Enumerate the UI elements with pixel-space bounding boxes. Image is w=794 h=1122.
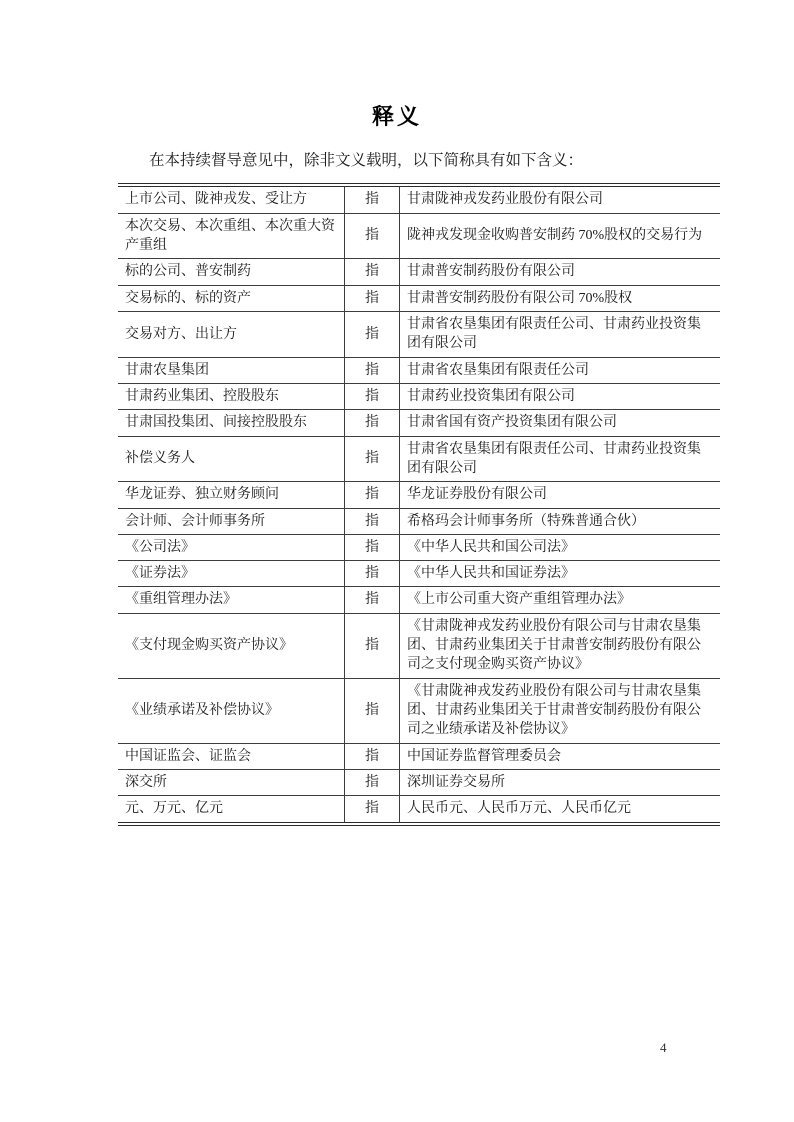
definition-cell: 甘肃普安制药股份有限公司 70%股权: [407, 290, 633, 306]
indicator-cell: 指: [345, 678, 400, 743]
table-row: [118, 743, 720, 769]
indicator-cell: 指: [345, 185, 400, 213]
table-row: [118, 383, 720, 409]
indicator-cell: 指: [345, 285, 400, 311]
indicator-cell: 指: [345, 743, 400, 769]
definition-cell: 甘肃省农垦集团有限责任公司: [407, 362, 589, 378]
table-row: [118, 213, 720, 259]
definition-cell: 深圳证券交易所: [407, 774, 505, 790]
term-cell: 补偿义务人: [118, 436, 345, 482]
indicator-cell: 指: [345, 410, 400, 436]
term-cell: 甘肃药业集团、控股股东: [118, 383, 345, 409]
definition-cell: 华龙证券股份有限公司: [407, 487, 547, 503]
term-cell: 华龙证券、独立财务顾问: [118, 482, 345, 508]
definition-cell: 甘肃省国有资产投资集团有限公司: [407, 415, 617, 431]
term-cell: 交易对方、出让方: [118, 312, 345, 358]
intro-paragraph: 在本持续督导意见中，除非文义载明，以下简称具有如下含义：: [149, 152, 584, 169]
indicator-cell: 指: [345, 796, 400, 824]
indicator-cell: 指: [345, 312, 400, 358]
term-cell: 标的公司、普安制药: [118, 259, 345, 285]
indicator-cell: 指: [345, 769, 400, 795]
definition-cell: 《甘肃陇神戎发药业股份有限公司与甘肃农垦集团、甘肃药业集团关于甘肃普安制药股份有限公司之业绩承诺及补偿协议》: [407, 683, 701, 738]
indicator-cell: 指: [345, 383, 400, 409]
table-row: [118, 357, 720, 383]
table-row: [118, 285, 720, 311]
definition-cell: 《上市公司重大资产重组管理办法》: [407, 592, 631, 608]
term-cell: 会计师、会计师事务所: [118, 508, 345, 534]
table-row: [118, 436, 720, 482]
table-row: [118, 678, 720, 743]
table-row: [118, 561, 720, 587]
term-cell: 深交所: [118, 769, 345, 795]
indicator-cell: 指: [345, 534, 400, 560]
definition-cell: 甘肃普安制药股份有限公司: [407, 264, 575, 280]
definition-cell: 中国证券监督管理委员会: [407, 748, 561, 764]
table-row: [118, 410, 720, 436]
term-cell: 《公司法》: [118, 534, 345, 560]
term-cell: 中国证监会、证监会: [118, 743, 345, 769]
definition-cell: 《甘肃陇神戎发药业股份有限公司与甘肃农垦集团、甘肃药业集团关于甘肃普安制药股份有限公司之支付现金购买资产协议》: [407, 618, 701, 673]
definition-cell: 《中华人民共和国证券法》: [407, 566, 575, 582]
term-cell: 甘肃国投集团、间接控股股东: [118, 410, 345, 436]
definition-cell: 人民币元、人民币万元、人民币亿元: [407, 801, 631, 817]
term-cell: 《支付现金购买资产协议》: [118, 613, 345, 678]
term-cell: 交易标的、标的资产: [118, 285, 345, 311]
term-cell: 《证券法》: [118, 561, 345, 587]
term-cell: 上市公司、陇神戎发、受让方: [118, 185, 345, 213]
indicator-cell: 指: [345, 436, 400, 482]
definition-cell: 甘肃陇神戎发药业股份有限公司: [407, 192, 603, 208]
table-row: [118, 185, 720, 213]
table-row: [118, 482, 720, 508]
indicator-cell: 指: [345, 508, 400, 534]
table-row: [118, 613, 720, 678]
indicator-cell: 指: [345, 561, 400, 587]
table-row: [118, 508, 720, 534]
term-cell: 本次交易、本次重组、本次重大资产重组: [118, 213, 345, 259]
indicator-cell: 指: [345, 613, 400, 678]
definition-cell: 《中华人民共和国公司法》: [407, 539, 575, 555]
definitions-table-body: [118, 185, 720, 823]
indicator-cell: 指: [345, 357, 400, 383]
definition-cell: 甘肃省农垦集团有限责任公司、甘肃药业投资集团有限公司: [407, 441, 701, 476]
indicator-cell: 指: [345, 259, 400, 285]
definition-cell: 陇神戎发现金收购普安制药 70%股权的交易行为: [407, 228, 703, 244]
table-row: [118, 796, 720, 824]
table-row: [118, 534, 720, 560]
term-cell: 《重组管理办法》: [118, 587, 345, 613]
table-row: [118, 769, 720, 795]
indicator-cell: 指: [345, 482, 400, 508]
indicator-cell: 指: [345, 587, 400, 613]
definition-cell: 希格玛会计师事务所（特殊普通合伙）: [407, 513, 645, 529]
definition-cell: 甘肃省农垦集团有限责任公司、甘肃药业投资集团有限公司: [407, 317, 701, 352]
term-cell: 甘肃农垦集团: [118, 357, 345, 383]
term-cell: 《业绩承诺及补偿协议》: [118, 678, 345, 743]
table-row: [118, 587, 720, 613]
definitions-table: [118, 183, 720, 825]
table-row: [118, 259, 720, 285]
page-content: [118, 0, 703, 826]
indicator-cell: 指: [345, 213, 400, 259]
page-title: 释义: [371, 104, 422, 129]
term-cell: 元、万元、亿元: [118, 796, 345, 824]
page-number: 4: [660, 1040, 667, 1055]
definition-cell: 甘肃药业投资集团有限公司: [407, 388, 575, 404]
table-row: [118, 312, 720, 358]
